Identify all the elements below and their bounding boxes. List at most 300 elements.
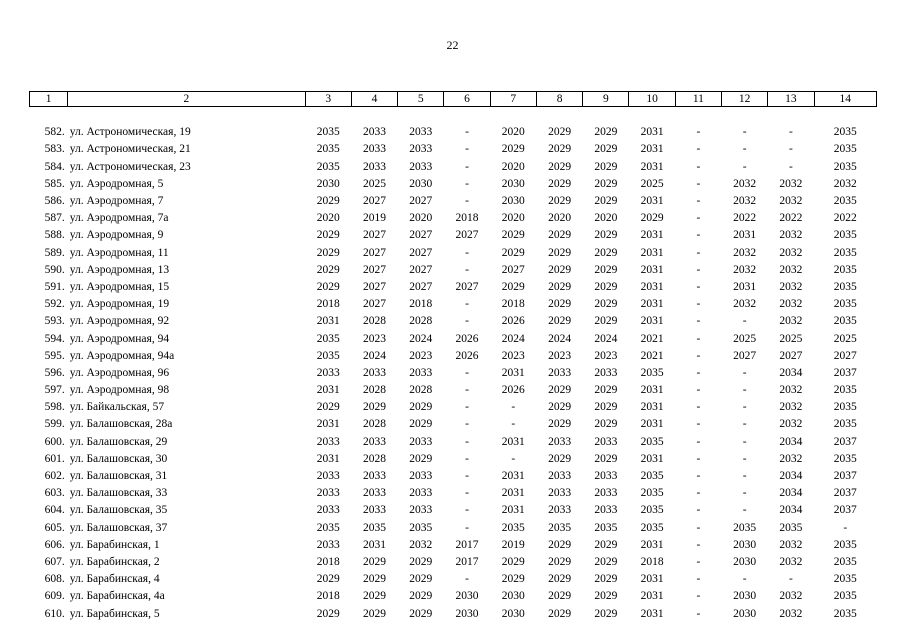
year-cell: 2032 [779,452,803,465]
year-cell: 2029 [594,263,618,276]
row-number: 588. [44,229,65,242]
year-cell: 2031 [640,315,664,328]
year-cell: 2032 [779,298,803,311]
year-cell: 2033 [316,470,340,483]
table-row [30,485,877,502]
year-cell: 2029 [409,401,433,414]
year-cell: - [742,143,747,156]
year-cell: - [465,452,469,465]
year-cell: 2035 [833,263,857,276]
address-cell: ул. Барабинская, 4 [69,573,160,586]
year-cell: 2031 [316,384,340,397]
year-cell: 2029 [316,195,340,208]
year-cell: 2033 [548,435,572,448]
table-row [30,330,877,347]
table-row [30,416,877,433]
year-cell: 2029 [594,315,618,328]
address-cell: ул. Аэродромная, 92 [69,315,170,328]
table-row [30,605,877,622]
year-cell: - [742,366,747,379]
year-cell: 2030 [501,590,525,603]
row-number: 610. [44,607,65,620]
year-cell: 2030 [733,538,757,551]
year-cell: 2031 [640,229,664,242]
year-cell: 2030 [501,607,525,620]
year-cell: 2029 [594,160,618,173]
year-cell: 2020 [316,212,340,225]
address-cell: ул. Аэродромная, 13 [69,263,170,276]
year-cell: - [696,555,701,568]
table-row [30,296,877,313]
year-cell: 2033 [363,435,386,448]
year-cell: 2031 [640,384,664,397]
address-cell: ул. Аэродромная, 94а [69,349,175,362]
year-cell: - [696,590,701,603]
year-cell: 2029 [409,452,433,465]
year-cell: 2031 [640,590,664,603]
year-cell: 2030 [501,195,525,208]
year-cell: 2029 [548,418,572,431]
year-cell: 2029 [548,195,572,208]
row-number: 583. [44,143,65,156]
year-cell: 2029 [548,555,572,568]
year-cell: 2034 [779,470,803,483]
year-cell: - [465,384,469,397]
table-row [30,571,877,588]
year-cell: 2035 [833,401,857,414]
year-cell: - [696,280,701,293]
year-cell: 2035 [316,126,340,139]
year-cell: 2030 [733,590,757,603]
year-cell: - [696,401,701,414]
year-cell: 2035 [833,229,857,242]
year-cell: 2035 [833,590,857,603]
year-cell: 2031 [640,538,664,551]
year-cell: - [742,470,747,483]
page-number: 22 [446,38,459,52]
year-cell: 2029 [548,246,572,259]
year-cell: 2034 [779,366,803,379]
year-cell: 2029 [316,263,340,276]
table-row [30,468,877,485]
year-cell: 2035 [640,470,664,483]
year-cell: - [465,298,469,311]
year-cell: 2032 [733,263,757,276]
year-cell: 2021 [640,332,664,345]
address-cell: ул. Барабинская, 5 [69,607,160,620]
year-cell: 2022 [833,212,857,225]
year-cell: 2022 [779,212,803,225]
year-cell: 2031 [640,573,664,586]
table-row [30,193,877,210]
year-cell: - [465,487,469,500]
year-cell: 2024 [548,332,572,345]
address-cell: ул. Аэродромная, 94 [69,332,170,345]
row-number: 586. [44,195,65,208]
year-cell: - [511,418,516,431]
year-cell: 2035 [833,298,857,311]
year-cell: 2035 [316,143,340,156]
year-cell: 2035 [833,607,857,620]
table-row [30,502,877,519]
year-cell: 2033 [594,487,618,500]
year-cell: 2034 [779,504,803,517]
year-cell: 2017 [455,555,479,568]
year-cell: 2027 [501,263,525,276]
year-cell: - [465,573,469,586]
year-cell: 2035 [733,521,757,534]
year-cell: 2033 [409,435,433,448]
year-cell: 2029 [548,452,572,465]
year-cell: 2031 [501,487,525,500]
year-cell: 2029 [548,263,572,276]
year-cell: 2035 [316,160,340,173]
year-cell: 2035 [833,452,857,465]
year-cell: 2029 [501,143,525,156]
column-header: 7 [490,92,536,107]
table-header [30,92,877,107]
year-cell: 2029 [548,298,572,311]
year-cell: - [465,315,469,328]
year-cell: - [742,126,747,139]
year-cell: 2029 [548,126,572,139]
year-cell: 2033 [548,504,572,517]
column-header: 3 [305,92,351,107]
table-row [30,451,877,468]
year-cell: 2029 [409,590,433,603]
year-cell: 2029 [548,160,572,173]
column-header: 14 [814,92,876,107]
year-cell: 2034 [779,435,803,448]
year-cell: 2035 [316,521,340,534]
year-cell: - [696,332,701,345]
year-cell: 2029 [594,573,618,586]
address-cell: ул. Аэродромная, 11 [69,246,169,259]
spacer-row [30,107,877,125]
year-cell: - [696,452,701,465]
address-cell: ул. Барабинская, 2 [69,555,160,568]
year-cell: 2037 [833,470,857,483]
year-cell: - [511,401,516,414]
year-cell: - [696,607,701,620]
year-cell: 2033 [363,487,386,500]
column-header: 2 [68,92,305,107]
year-cell: 2023 [363,332,386,345]
year-cell: 2029 [316,401,340,414]
year-cell: 2029 [548,280,572,293]
row-number: 594. [44,332,65,345]
table-row [30,176,877,193]
year-cell: 2033 [409,470,433,483]
year-cell: 2017 [455,538,479,551]
address-cell: ул. Аэродромная, 5 [69,177,164,190]
year-cell: 2018 [501,298,525,311]
row-number: 609. [44,590,65,603]
year-cell: 2029 [316,607,340,620]
year-cell: 2031 [640,126,664,139]
year-cell: 2029 [409,555,433,568]
year-cell: - [696,384,701,397]
year-cell: - [465,143,469,156]
year-cell: 2029 [548,229,572,242]
year-cell: 2033 [548,470,572,483]
table-row [30,588,877,605]
year-cell: - [742,315,747,328]
year-cell: 2029 [548,177,572,190]
year-cell: 2031 [316,315,340,328]
year-cell: 2024 [363,349,386,362]
year-cell: 2020 [594,212,618,225]
year-cell: 2027 [409,280,433,293]
year-cell: 2031 [640,263,664,276]
row-number: 584. [44,160,65,173]
year-cell: - [742,418,747,431]
year-cell: 2037 [833,366,857,379]
year-cell: 2027 [363,229,386,242]
year-cell: 2031 [363,538,386,551]
year-cell: 2028 [363,384,386,397]
table-row [30,554,877,571]
year-cell: 2029 [594,126,618,139]
year-cell: 2029 [548,590,572,603]
year-cell: 2020 [501,160,525,173]
year-cell: 2029 [548,143,572,156]
year-cell: 2029 [594,195,618,208]
year-cell: 2032 [779,538,803,551]
year-cell: - [696,212,701,225]
year-cell: 2035 [640,366,664,379]
year-cell: 2027 [409,229,433,242]
year-cell: 2035 [833,195,857,208]
row-number: 605. [44,521,65,534]
year-cell: 2031 [501,470,525,483]
year-cell: 2025 [363,177,386,190]
address-cell: ул. Аэродромная, 9 [69,229,164,242]
year-cell: 2033 [409,366,433,379]
year-cell: 2029 [316,246,340,259]
row-number: 604. [44,504,65,517]
row-number: 607. [44,555,65,568]
year-cell: 2032 [833,177,857,190]
year-cell: 2029 [316,229,340,242]
year-cell: 2032 [779,384,803,397]
year-cell: - [696,349,701,362]
year-cell: - [742,452,747,465]
year-cell: 2029 [409,418,433,431]
year-cell: 2033 [548,366,572,379]
row-number: 585. [44,177,65,190]
year-cell: 2029 [363,401,386,414]
year-cell: 2029 [594,418,618,431]
header-row [30,92,877,107]
year-cell: 2030 [455,590,479,603]
year-cell: - [696,470,701,483]
year-cell: - [465,435,469,448]
year-cell: 2028 [409,315,433,328]
year-cell: 2028 [409,384,433,397]
year-cell: - [696,195,701,208]
column-header: 13 [768,92,814,107]
address-cell: ул. Барабинская, 1 [69,538,160,551]
year-cell: 2031 [640,418,664,431]
year-cell: 2031 [640,280,664,293]
year-cell: 2033 [409,126,433,139]
year-cell: 2023 [594,349,618,362]
year-cell: 2027 [409,246,433,259]
year-cell: 2018 [316,590,340,603]
year-cell: - [788,573,793,586]
year-cell: 2018 [316,298,340,311]
address-cell: ул. Балашовская, 30 [69,452,168,465]
year-cell: 2018 [455,212,479,225]
year-cell: 2035 [833,246,857,259]
year-cell: 2029 [594,607,618,620]
year-cell: 2029 [316,573,340,586]
year-cell: 2033 [594,470,618,483]
year-cell: 2032 [779,229,803,242]
year-cell: 2035 [833,418,857,431]
address-cell: ул. Балашовская, 37 [69,521,168,534]
year-cell: - [742,160,747,173]
year-cell: - [465,177,469,190]
year-cell: 2035 [501,521,525,534]
year-cell: 2018 [640,555,664,568]
column-header: 6 [444,92,490,107]
address-cell: ул. Аэродромная, 96 [69,366,170,379]
year-cell: 2032 [779,263,803,276]
year-cell: 2033 [363,366,386,379]
year-cell: 2029 [594,538,618,551]
address-cell: ул. Байкальская, 57 [69,401,165,414]
year-cell: - [696,487,701,500]
year-cell: 2029 [594,143,618,156]
row-number: 603. [44,487,65,500]
table-row [30,520,877,537]
column-header: 11 [675,92,721,107]
year-cell: 2035 [833,555,857,568]
year-cell: 2025 [779,332,803,345]
year-cell: 2029 [594,590,618,603]
table-row [30,399,877,416]
year-cell: 2032 [779,177,803,190]
year-cell: - [742,487,747,500]
year-cell: 2029 [409,607,433,620]
row-number: 600. [44,435,65,448]
year-cell: 2029 [594,229,618,242]
row-number: 591. [44,280,65,293]
address-cell: ул. Аэродромная, 19 [69,298,170,311]
year-cell: 2029 [548,384,572,397]
year-cell: 2019 [363,212,386,225]
year-cell: 2029 [548,573,572,586]
year-cell: - [696,263,701,276]
row-number: 602. [44,470,65,483]
year-cell: - [465,470,469,483]
year-cell: 2033 [363,126,386,139]
year-cell: 2033 [409,160,433,173]
year-cell: - [465,246,469,259]
year-cell: 2029 [501,555,525,568]
year-cell: - [696,521,701,534]
year-cell: 2030 [733,607,757,620]
table-row [30,279,877,296]
year-cell: - [465,160,469,173]
table-row [30,313,877,330]
year-cell: 2026 [455,332,479,345]
year-cell: 2031 [640,246,664,259]
column-header: 1 [30,92,68,107]
year-cell: 2031 [640,607,664,620]
year-cell: 2031 [640,401,664,414]
year-cell: 2029 [501,229,525,242]
year-cell: 2035 [833,384,857,397]
year-cell: - [788,160,793,173]
year-cell: - [742,435,747,448]
year-cell: 2029 [548,538,572,551]
year-cell: - [696,504,701,517]
year-cell: 2026 [501,315,525,328]
year-cell: 2029 [594,280,618,293]
year-cell: 2035 [833,573,857,586]
column-header: 4 [351,92,397,107]
year-cell: 2033 [409,504,433,517]
row-number: 596. [44,366,65,379]
year-cell: 2031 [640,143,664,156]
address-cell: ул. Балашовская, 29 [69,435,168,448]
year-cell: 2029 [501,280,525,293]
year-cell: 2023 [548,349,572,362]
year-cell: 2033 [316,487,340,500]
year-cell: 2026 [501,384,525,397]
address-cell: ул. Балашовская, 35 [69,504,168,517]
year-cell: - [465,401,469,414]
year-cell: 2027 [409,195,433,208]
column-header: 5 [398,92,444,107]
year-cell: - [742,504,747,517]
year-cell: 2032 [779,401,803,414]
year-cell: 2035 [640,521,664,534]
year-cell: 2027 [455,280,479,293]
year-cell: 2030 [733,555,757,568]
year-cell: 2027 [833,349,857,362]
year-cell: 2025 [733,332,757,345]
address-cell: ул. Аэродромная, 7 [69,195,164,208]
year-cell: 2032 [779,607,803,620]
year-cell: 2020 [501,126,525,139]
year-cell: 2029 [548,401,572,414]
table-row [30,262,877,279]
year-cell: 2020 [548,212,572,225]
year-cell: 2029 [594,246,618,259]
year-cell: 2032 [733,195,757,208]
year-cell: - [696,246,701,259]
year-cell: 2033 [316,366,340,379]
year-cell: - [696,435,701,448]
row-number: 582. [44,126,65,139]
year-cell: 2035 [640,504,664,517]
year-cell: 2032 [779,195,803,208]
table-row [30,537,877,554]
table-row [30,124,877,141]
year-cell: - [696,160,701,173]
year-cell: 2027 [363,246,386,259]
row-number: 592. [44,298,65,311]
year-cell: 2030 [409,177,433,190]
year-cell: - [696,143,701,156]
year-cell: 2032 [733,177,757,190]
year-cell: 2035 [640,435,664,448]
column-header: 9 [583,92,629,107]
